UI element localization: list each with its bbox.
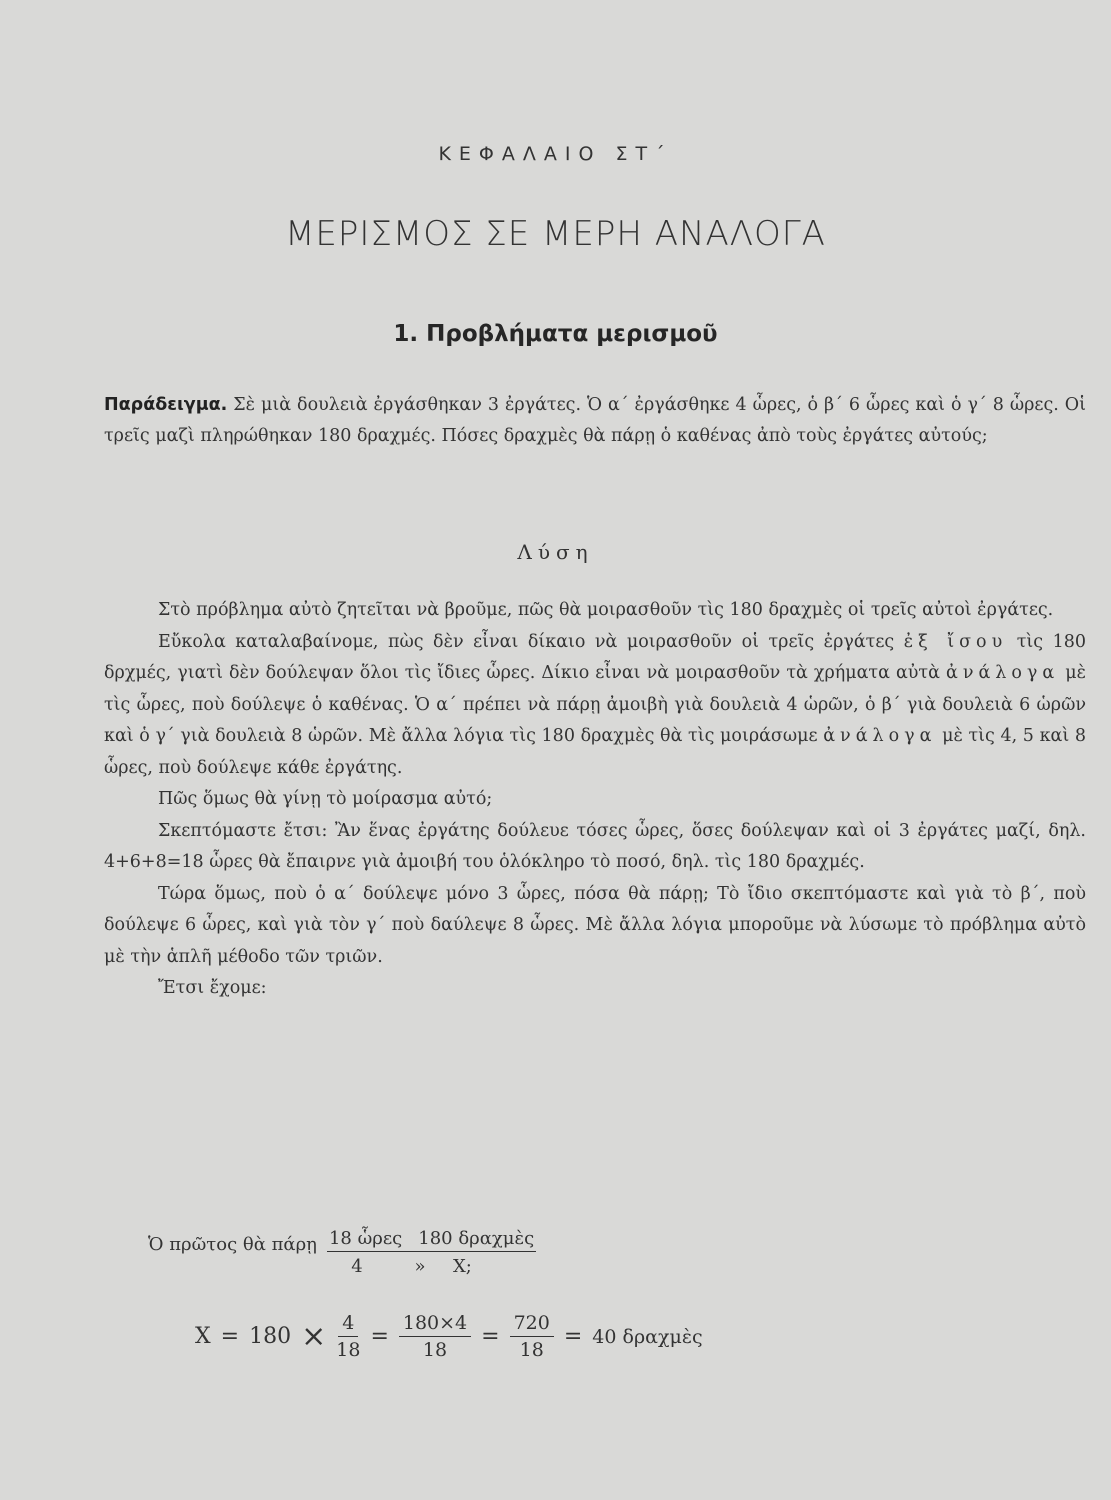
solution-body bbox=[104, 595, 1086, 1005]
top-hours: 18 ὧρες bbox=[328, 1228, 403, 1249]
formula-result: 40 δραχμὲς bbox=[592, 1325, 703, 1348]
formula-coef: 180 bbox=[249, 1324, 292, 1349]
equals-sign: = bbox=[481, 1324, 500, 1349]
bottom-ditto-mark: » bbox=[414, 1256, 426, 1277]
solution-heading: Λύση bbox=[517, 540, 594, 564]
paragraph-2 bbox=[104, 627, 1086, 785]
example-paragraph bbox=[104, 390, 1086, 452]
paragraph-2-text-e: μὲ τὶς ὧρες, ποὺ δούλεψε ὁ καθένας. Ὁ α΄ πρέπει νὰ πάρῃ ἀμοιβὴ γιὰ δουλειὰ 4 ὡρῶν, ὁ β΄ γιὰ δουλειὰ 6 ὡρῶν καὶ ὁ γ΄ γιὰ δουλειὰ 8 ὡρῶν. Μὲ ἄλλα λόγια τὶς 180 δραχμὲς θὰ τὶς μοιράσωμε bbox=[104, 663, 1087, 746]
spaced-word-analoga-2: ἀνάλογα bbox=[823, 726, 937, 746]
top-money: 180 δραχμὲς bbox=[418, 1228, 535, 1249]
paragraph-6: Ἔτσι ἔχομε: bbox=[158, 978, 267, 998]
example-lead: Παράδειγμα. bbox=[104, 395, 228, 415]
fraction-3-denominator: 18 bbox=[519, 1339, 544, 1361]
paragraph-2-text-g: μὲ τὶς 4, 5 καὶ 8 ὧρες, ποὺ δούλεψε κάθε ἐργάτης. bbox=[104, 726, 1086, 778]
fraction-1-denominator: 18 bbox=[336, 1339, 361, 1361]
spaced-word-ex-isou: ἐξ ἴσου bbox=[903, 631, 1008, 652]
proportion-formula bbox=[148, 1228, 536, 1277]
fraction-2-denominator: 18 bbox=[422, 1339, 448, 1361]
spaced-word-analoga-1: ἀνάλογα bbox=[946, 663, 1060, 683]
equals-sign: = bbox=[220, 1324, 240, 1349]
fraction-2 bbox=[399, 1312, 471, 1361]
fraction-3 bbox=[510, 1312, 554, 1361]
equals-sign: = bbox=[563, 1324, 583, 1349]
times-sign: × bbox=[301, 1319, 327, 1354]
paragraph-2-text-c: τὶς 180 δρχμές, γιατὶ δὲν δούλεψαν ὅλοι τὶς ἴδιες ὧρες. Δίκιο εἶναι νὰ μοιρασθοῦν τὰ χρήματα αὐτὰ bbox=[104, 631, 1086, 683]
formula-lhs: Χ bbox=[195, 1324, 211, 1349]
bottom-unknown: Χ; bbox=[452, 1256, 472, 1277]
fraction-3-numerator: 720 bbox=[510, 1312, 554, 1337]
fraction-1-numerator: 4 bbox=[338, 1312, 358, 1337]
proportion-top-row bbox=[327, 1228, 536, 1252]
paragraph-4: Σκεπτόμαστε ἔτσι: Ἂν ἕνας ἐργάτης δούλευε τόσες ὧρες, ὅσες δούλεψαν καὶ οἱ 3 ἐργάτες μαζί, δηλ. 4+6+8=18 ὧρες θὰ ἔπαιρνε γιὰ ἀμοιβή του ὁλόκληρο τὸ ποσό, δηλ. τὶς 180 δραχμές. bbox=[104, 820, 1086, 872]
fraction-2-numerator: 180×4 bbox=[399, 1312, 471, 1337]
calculation-formula bbox=[195, 1312, 703, 1361]
equals-sign: = bbox=[370, 1324, 389, 1349]
bottom-hours: 4 bbox=[351, 1256, 363, 1277]
paragraph-2-text-a: Εὔκολα καταλαβαίνομε, πὼς δὲν εἶναι δίκαιο νὰ μοιρασθοῦν οἱ τρεῖς ἐργάτες bbox=[158, 631, 904, 652]
paragraph-5: Τώρα ὅμως, ποὺ ὁ α΄ δούλεψε μόνο 3 ὧρες, πόσα θὰ πάρῃ; Τὸ ἴδιο σκεπτόμαστε καὶ γιὰ τὸ β΄, ποὺ δούλεψε 6 ὧρες, καὶ γιὰ τὸν γ΄ ποὺ δαύλεψε 8 ὧρες. Μὲ ἄλλα λόγια μποροῦμε νὰ λύσωμε τὸ πρόβλημα αὐτὸ μὲ τὴν ἁπλῆ μέθοδο τῶν τριῶν. bbox=[104, 883, 1086, 967]
fraction-1 bbox=[336, 1312, 360, 1361]
paragraph-3: Πῶς ὅμως θὰ γίνῃ τὸ μοίρασμα αὐτό; bbox=[158, 789, 493, 809]
formula-label: Ὁ πρῶτος θὰ πάρῃ bbox=[148, 1234, 317, 1255]
section-title: 1. Προβλήματα μερισμοῦ bbox=[393, 321, 718, 347]
chapter-title: ΜΕΡΙΣΜΟΣ ΣΕ ΜΕΡΗ ΑΝΑΛΟΓΑ bbox=[285, 214, 826, 254]
proportion-table bbox=[327, 1228, 536, 1277]
proportion-bottom-row bbox=[327, 1252, 536, 1277]
paragraph-1: Στὸ πρόβλημα αὐτὸ ζητεῖται νὰ βροῦμε, πῶς θὰ μοιρασθοῦν τὶς 180 δραχμὲς οἱ τρεῖς αὐτοὶ ἐργάτες. bbox=[158, 600, 1054, 620]
example-text: Σὲ μιὰ δουλειὰ ἐργάσθηκαν 3 ἐργάτες. Ὁ α΄ ἐργάσθηκε 4 ὧρες, ὁ β΄ 6 ὧρες καὶ ὁ γ΄ 8 ὧρες. Οἱ τρεῖς μαζὶ πληρώθηκαν 180 δραχμές. Πόσες δραχμὲς θὰ πάρῃ ὁ καθένας ἀπὸ τοὺς ἐργάτες αὐτούς; bbox=[104, 395, 1086, 446]
chapter-label: ΚΕΦΑΛΑΙΟ ΣΤ΄ bbox=[438, 143, 673, 165]
